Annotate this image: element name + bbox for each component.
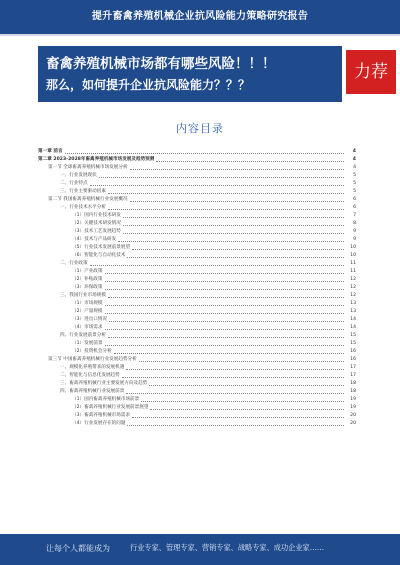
toc-entry-page: 20	[350, 413, 356, 418]
toc-leader-dots	[156, 161, 344, 162]
toc-entry[interactable]	[38, 292, 356, 300]
toc-entry[interactable]	[38, 204, 356, 212]
toc-entry-label: （1）产业政策	[72, 269, 103, 274]
toc-entry[interactable]	[38, 324, 356, 332]
report-title: 提升畜禽养殖机械企业抗风险能力策略研究报告	[91, 11, 309, 22]
toc-entry-label: 第一章 前言	[38, 149, 63, 154]
toc-entry[interactable]	[38, 364, 356, 372]
toc-entry-label: 二、行业政策	[60, 261, 88, 266]
toc-entry-label: （5）行业技术发展前景展望	[72, 245, 131, 250]
toc-entry-label: （1）发展前景	[72, 341, 103, 346]
toc-entry-page: 4	[353, 165, 356, 170]
toc-entry-page: 4	[352, 149, 356, 154]
toc-entry[interactable]	[38, 196, 356, 204]
toc-entry-page: 20	[350, 421, 356, 426]
toc-entry-label: （4）市场需求	[72, 325, 103, 330]
toc-leader-dots	[123, 225, 344, 226]
toc-leader-dots	[141, 401, 344, 402]
toc-entry-page: 9	[353, 229, 356, 234]
toc-entry[interactable]	[38, 212, 356, 220]
toc-leader-dots	[105, 345, 345, 346]
toc-entry-page: 14	[350, 325, 356, 330]
toc-entry-page: 15	[350, 341, 356, 346]
footer-slogan: 让每个人都能成为	[46, 544, 110, 553]
toc-leader-dots	[123, 217, 344, 218]
toc-entry-page: 5	[353, 181, 356, 186]
toc-entry-page: 5	[353, 189, 356, 194]
toc-entry-label: 三、行业主要驱动因素	[60, 189, 106, 194]
toc-entry[interactable]	[38, 356, 356, 364]
toc-leader-dots	[127, 425, 344, 426]
toc-entry[interactable]	[38, 244, 356, 252]
toc-leader-dots	[126, 393, 344, 394]
toc-entry[interactable]	[38, 188, 356, 196]
toc-entry-page: 10	[350, 245, 356, 250]
toc-entry[interactable]	[38, 332, 356, 340]
toc-entry-label: （1）国内畜禽养殖机械市场前景	[72, 397, 140, 402]
toc-entry-page: 17	[350, 365, 356, 370]
toc-leader-dots	[65, 153, 344, 154]
toc-entry[interactable]	[38, 260, 356, 268]
toc-entry-label: （2）投资机会分析	[72, 349, 112, 354]
toc-entry-page: 12	[350, 277, 356, 282]
toc-entry-label: 一、规模化养殖带来的发展机遇	[60, 365, 125, 370]
toc-entry-label: （6）智能化与自动化技术	[72, 253, 126, 258]
toc-entry-page: 5	[353, 173, 356, 178]
toc-leader-dots	[139, 361, 344, 362]
toc-entry[interactable]	[38, 164, 356, 172]
toc-entry-label: （3）环保政策	[72, 285, 103, 290]
toc-leader-dots	[130, 201, 344, 202]
toc-entry-page: 10	[350, 253, 356, 258]
toc-entry-page: 12	[350, 285, 356, 290]
toc-entry[interactable]	[38, 308, 356, 316]
toc-entry[interactable]	[38, 340, 356, 348]
toc-entry-label: （1）国内行业技术研发	[72, 213, 121, 218]
toc-entry-page: 13	[350, 309, 356, 314]
toc-entry[interactable]	[38, 268, 356, 276]
top-header-bar	[0, 0, 400, 36]
toc-entry-label: 二、行业特点	[60, 181, 88, 186]
toc-entry-page: 16	[350, 349, 356, 354]
toc-entry[interactable]	[38, 300, 356, 308]
toc-leader-dots	[130, 169, 344, 170]
toc-entry[interactable]	[38, 420, 356, 428]
toc-entry-label: 第二章 2023-2028年畜禽养殖机械市场发展及趋势预测	[38, 157, 155, 162]
toc-entry[interactable]	[38, 396, 356, 404]
toc-entry-label: 四、行业发展前景分析	[60, 333, 106, 338]
toc-entry[interactable]	[38, 148, 356, 156]
toc-entry-label: （2）产量规模	[72, 309, 103, 314]
toc-leader-dots	[132, 417, 344, 418]
toc-entry-page: 12	[350, 293, 356, 298]
toc-entry-page: 15	[350, 333, 356, 338]
toc-entry[interactable]	[38, 236, 356, 244]
toc-leader-dots	[114, 353, 344, 354]
toc-entry[interactable]	[38, 372, 356, 380]
toc-entry[interactable]	[38, 388, 356, 396]
toc-entry-page: 16	[350, 357, 356, 362]
toc-leader-dots	[127, 257, 344, 258]
toc-leader-dots	[108, 193, 344, 194]
footer-roles: 行业专家、管理专家、营销专家、战略专家、成功企业家……	[130, 543, 325, 552]
toc-entry-label: 二、智能化与信息化发展趋势	[60, 373, 120, 378]
toc-entry-label: 一、行业技术水平分析	[60, 205, 106, 210]
toc-entry-label: （3）畜禽养殖机械市场需求	[72, 413, 131, 418]
toc-leader-dots	[118, 241, 344, 242]
toc-entry-label: 三、我国行业市场规模	[60, 293, 106, 298]
toc-entry-page: 19	[350, 405, 356, 410]
toc-entry-page: 11	[350, 269, 356, 274]
toc-entry[interactable]	[38, 252, 356, 260]
toc-entry-label: （4）行业发展存在的问题	[72, 421, 126, 426]
toc-title: 内容目录	[176, 122, 224, 135]
toc-entry[interactable]	[38, 180, 356, 188]
toc-leader-dots	[105, 305, 345, 306]
toc-leader-dots	[108, 337, 344, 338]
toc-entry-label: （1）市场规模	[72, 301, 103, 306]
table-of-contents	[38, 148, 356, 428]
toc-leader-dots	[150, 409, 344, 410]
toc-leader-dots	[105, 313, 345, 314]
toc-entry-label: （3）技术工艺发展趋势	[72, 229, 121, 234]
banner-subheadline: 那么，如何提升企业抗风险能力？？？	[46, 78, 251, 92]
toc-leader-dots	[105, 289, 345, 290]
toc-entry-label: （2）关键技术研发情况	[72, 221, 121, 226]
toc-leader-dots	[108, 297, 344, 298]
toc-entry-page: 18	[350, 381, 356, 386]
toc-leader-dots	[126, 369, 344, 370]
toc-leader-dots	[122, 377, 344, 378]
toc-entry-page: 13	[350, 301, 356, 306]
toc-entry-page: 6	[353, 197, 356, 202]
toc-leader-dots	[132, 249, 344, 250]
toc-entry[interactable]	[38, 172, 356, 180]
toc-entry-page: 4	[352, 157, 356, 162]
toc-entry[interactable]	[38, 316, 356, 324]
promo-banner	[38, 46, 342, 102]
toc-entry-page: 18	[350, 389, 356, 394]
toc-leader-dots	[90, 185, 344, 186]
toc-entry[interactable]	[38, 412, 356, 420]
toc-leader-dots	[108, 209, 344, 210]
toc-entry-label: 三、畜禽养殖机械行业主要发展方向及趋势	[60, 381, 148, 386]
toc-entry[interactable]	[38, 404, 356, 412]
toc-entry-page: 14	[350, 317, 356, 322]
toc-entry-label: （2）畜禽养殖机械行业发展前景展望	[72, 405, 149, 410]
toc-entry[interactable]	[38, 220, 356, 228]
toc-entry-page: 8	[353, 221, 356, 226]
toc-entry[interactable]	[38, 156, 356, 164]
toc-entry-page: 9	[353, 237, 356, 242]
toc-leader-dots	[105, 329, 345, 330]
toc-leader-dots	[105, 281, 345, 282]
toc-entry-page: 7	[353, 213, 356, 218]
toc-leader-dots	[109, 321, 344, 322]
toc-leader-dots	[149, 385, 344, 386]
toc-entry-label: （4）技术与产品研发	[72, 237, 117, 242]
toc-entry-label: 一、行业发展现状	[60, 173, 97, 178]
toc-entry[interactable]	[38, 284, 356, 292]
toc-leader-dots	[105, 273, 345, 274]
recommend-badge: 力荐	[346, 50, 396, 94]
toc-entry-page: 19	[350, 397, 356, 402]
toc-entry-label: 四、畜禽养殖机械行业发展前景	[60, 389, 125, 394]
toc-entry-label: 第一节 全球畜禽养殖机械市场发展分析	[48, 165, 128, 170]
toc-leader-dots	[99, 177, 344, 178]
toc-entry[interactable]	[38, 228, 356, 236]
toc-entry-label: 第二节 我国畜禽养殖机械行业发展概况	[48, 197, 128, 202]
toc-entry[interactable]	[38, 348, 356, 356]
toc-entry-label: （2）补贴政策	[72, 277, 103, 282]
toc-leader-dots	[90, 265, 344, 266]
toc-entry[interactable]	[38, 380, 356, 388]
toc-leader-dots	[123, 233, 344, 234]
toc-entry-page: 17	[350, 373, 356, 378]
toc-entry-label: 第三节 中国畜禽养殖机械行业发展趋势分析	[48, 357, 137, 362]
toc-entry-page: 6	[353, 205, 356, 210]
footer-bar	[0, 534, 400, 565]
toc-entry-label: （3）进出口情况	[72, 317, 108, 322]
toc-entry-page: 11	[350, 261, 356, 266]
toc-entry[interactable]	[38, 276, 356, 284]
header-divider	[0, 34, 400, 36]
banner-headline: 畜禽养殖机械市场都有哪些风险！！！	[46, 56, 276, 72]
